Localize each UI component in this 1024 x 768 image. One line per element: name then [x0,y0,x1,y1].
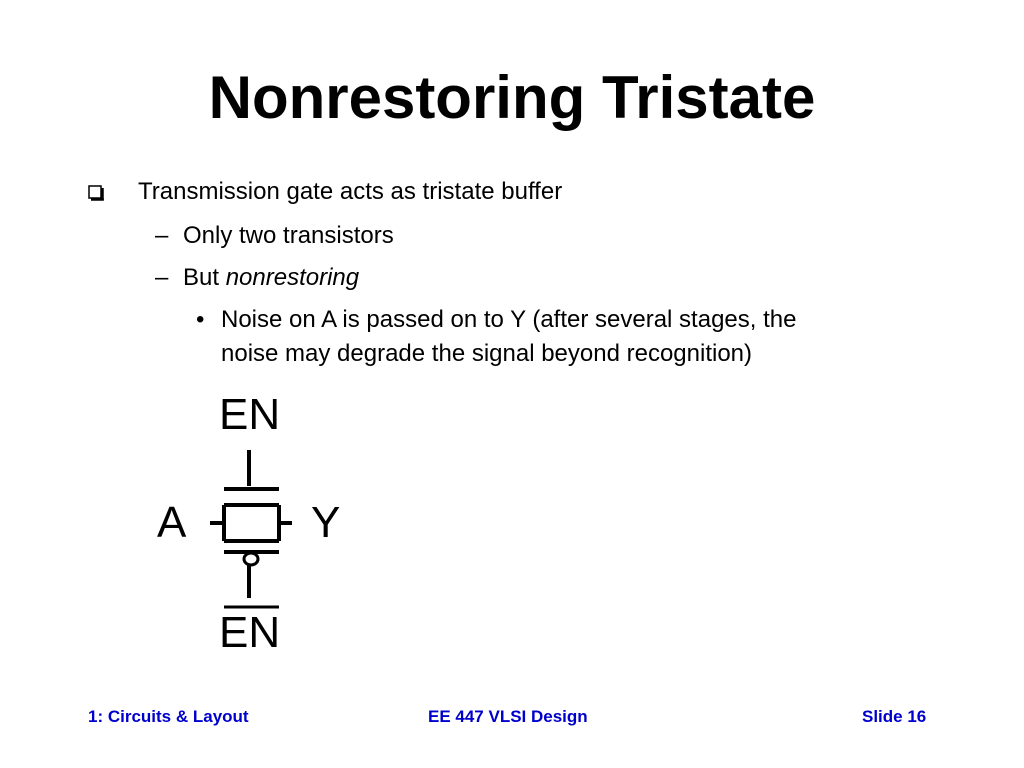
slide-title: Nonrestoring Tristate [208,64,816,131]
bullet-sub-1-text: Only two transistors [183,222,394,249]
footer-left: 1: Circuits & Layout [88,707,249,726]
bullet-detail-line-1: Noise on A is passed on to Y (after several stages, the [221,306,797,333]
dot-marker: • [196,306,205,333]
inversion-bubble [244,553,258,565]
label-a: A [157,498,187,547]
footer-right: Slide 16 [862,707,927,726]
dash-marker: – [155,264,169,291]
label-en-top: EN [219,390,281,439]
bullet-main-text: Transmission gate acts as tristate buffer [138,178,563,205]
label-y: Y [311,498,341,547]
footer-center: EE 447 VLSI Design [428,707,588,726]
bullet-sub-2-prefix: But [183,264,226,291]
bullet-sub-2-emphasis: nonrestoring [225,264,360,291]
dash-marker: – [155,222,169,249]
bullet-detail-line-2: noise may degrade the signal beyond recognition) [221,340,753,367]
label-en-bottom: EN [219,608,281,657]
